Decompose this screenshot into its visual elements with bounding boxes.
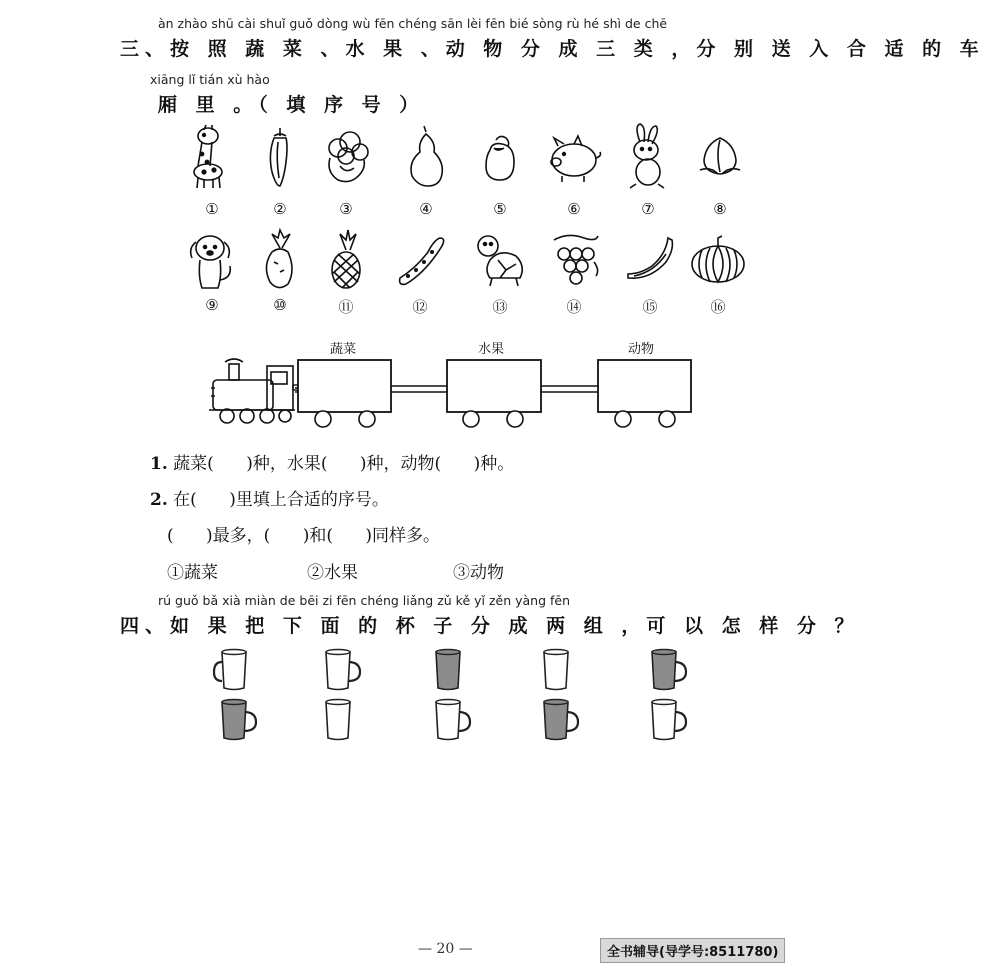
item-num-4: ④ [419, 200, 433, 218]
sweet-potato-icon [250, 226, 310, 296]
train-car-animals [598, 360, 691, 412]
peach-icon [690, 122, 750, 192]
cup-icon [436, 700, 470, 740]
pinyin-line-2: xiāng lǐ tián xù hào [150, 72, 270, 87]
section3-title-line1: 三、按 照 蔬 菜 、水 果 、动 物 分 成 三 类 ，分 别 送 入 合 适 的 车 [120, 38, 985, 60]
car-label-fruits: 水果 [478, 342, 505, 357]
pear-icon [396, 122, 456, 192]
locomotive-icon [209, 359, 299, 423]
train-car-fruits [447, 360, 541, 412]
pineapple-icon [316, 226, 376, 296]
banana-icon [620, 226, 680, 296]
question-2 [150, 485, 389, 510]
section3-title-line2: 厢 里 。（ 填 序 号 ） [158, 94, 425, 116]
item-num-6: ⑥ [567, 200, 581, 218]
turtle-icon [470, 226, 530, 296]
item-num-10: ⑩ [273, 296, 287, 314]
grapes-icon [544, 226, 604, 296]
giraffe-icon [182, 122, 242, 192]
question-2-blanks: ( )最多，( )和( )同样多。 [167, 526, 441, 546]
page-number: — 20 — [418, 941, 473, 957]
item-num-1: ① [205, 200, 219, 218]
eggplant-icon [470, 122, 530, 192]
question-1-number: 1. [150, 454, 168, 474]
item-num-12: ⑫ [412, 298, 428, 316]
cup-icon [436, 650, 460, 690]
item-num-8: ⑧ [713, 200, 727, 218]
section4-title: 四、如 果 把 下 面 的 杯 子 分 成 两 组 ，可 以 怎 样 分 ？ [120, 615, 860, 637]
rabbit-icon [618, 122, 678, 192]
item-num-7: ⑦ [641, 200, 655, 218]
question-1 [150, 449, 514, 474]
train-car-vegetables [298, 360, 391, 412]
cucumber-icon [390, 226, 450, 296]
question-2-text: 在( )里填上合适的序号。 [167, 490, 389, 510]
option-vegetables: ①蔬菜 [167, 563, 218, 583]
cup-icon [544, 650, 568, 690]
pumpkin-icon [688, 226, 748, 296]
cup-icon [544, 700, 578, 740]
item-num-9: ⑨ [205, 296, 219, 314]
item-num-13: ⑬ [492, 298, 508, 316]
item-num-15: ⑮ [642, 298, 658, 316]
question-2-number: 2. [150, 490, 168, 510]
car-label-animals: 动物 [628, 342, 655, 357]
pinyin-line-1: àn zhào shū cài shuǐ guǒ dòng wù fēn chéng sān lèi fēn bié sòng rù hé shì de chē [158, 16, 668, 31]
train-illustration [205, 352, 705, 432]
item-num-11: ⑪ [338, 298, 354, 316]
option-fruits: ②水果 [307, 563, 358, 583]
cup-icon [326, 700, 350, 740]
cup-icon [326, 650, 360, 690]
cup-icon [222, 700, 256, 740]
cups-grid [200, 640, 700, 750]
pig-icon [544, 122, 604, 192]
item-num-14: ⑭ [566, 298, 582, 316]
item-num-5: ⑤ [493, 200, 507, 218]
question-1-text: 蔬菜( )种，水果( )种，动物( )种。 [167, 454, 515, 474]
option-animals: ③动物 [453, 563, 504, 583]
cauliflower-icon [316, 122, 376, 192]
cup-icon [652, 700, 686, 740]
item-num-3: ③ [339, 200, 353, 218]
car-label-vegetables: 蔬菜 [330, 342, 357, 357]
guide-code-box: 全书辅导(导学号:8511780) [600, 938, 785, 963]
dog-icon [182, 226, 242, 296]
cup-icon [214, 650, 246, 690]
pepper-icon [250, 122, 310, 192]
item-num-16: ⑯ [710, 298, 726, 316]
cup-icon [652, 650, 686, 690]
pinyin-line-3: rú guǒ bǎ xià miàn de bēi zi fēn chéng liǎng zǔ kě yǐ zěn yàng fēn [158, 593, 571, 608]
item-num-2: ② [273, 200, 287, 218]
